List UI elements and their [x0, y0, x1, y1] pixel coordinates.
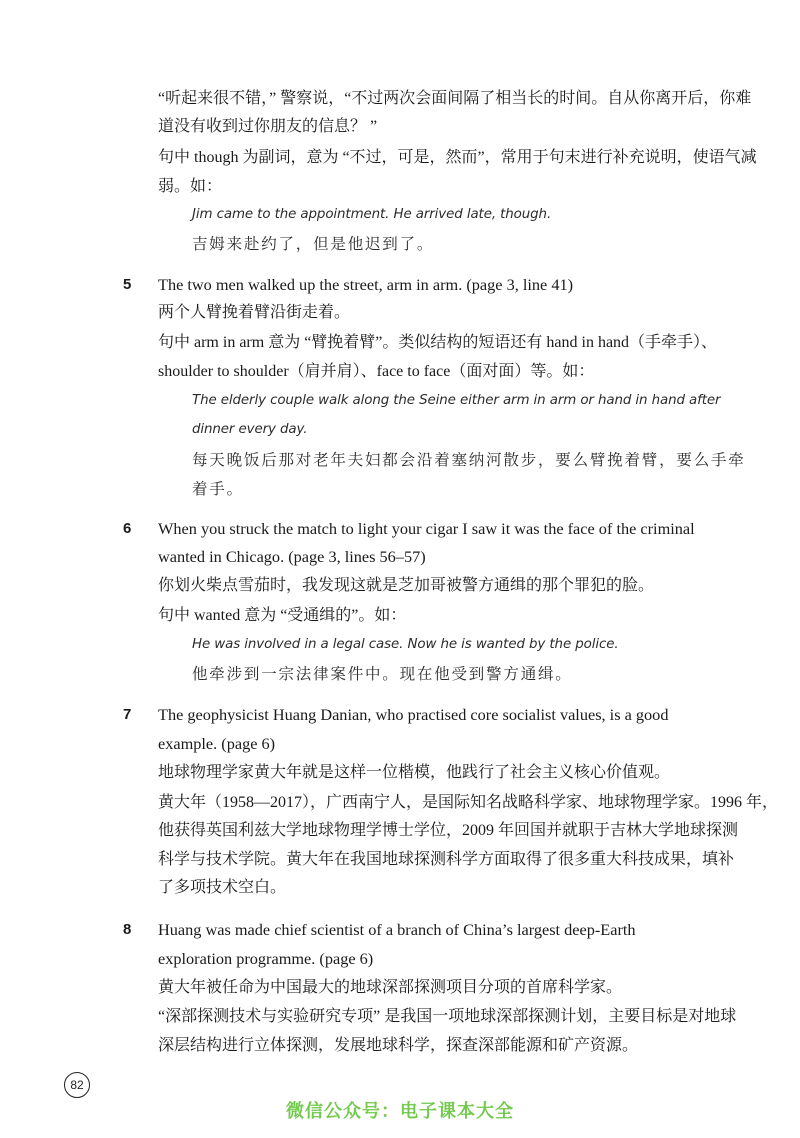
intro-example-cn: 吉姆来赴约了，但是他迟到了。 [192, 235, 435, 253]
item-en-line: When you struck the match to light your cigar I saw it was the face of the criminal [158, 519, 695, 538]
intro-example-en: Jim came to the appointment. He arrived late, though. [192, 207, 552, 222]
item-note-line: “深部探测技术与实验研究专项” 是我国一项地球深部探测计划，主要目标是对地球 [158, 1008, 737, 1025]
item-example-en: dinner every day. [192, 422, 308, 437]
item-cn-translation: 黄大年被任命为中国最大的地球深部探测项目分项的首席科学家。 [158, 979, 623, 996]
item-note-line: 他获得英国利兹大学地球物理学博士学位，2009 年回国并就职于吉林大学地球探测 [158, 822, 739, 839]
item-en-line: The geophysicist Huang Danian, who practised core socialist values, is a good [158, 705, 669, 724]
item-example-cn: 他牵涉到一宗法律案件中。现在他受到警方通缉。 [192, 665, 573, 683]
item-note-line: 句中 arm in arm 意为 “臂挽着臂”。类似结构的短语还有 hand in hand（手牵手）、 [158, 334, 718, 351]
item-en-line: wanted in Chicago. (page 3, lines 56–57) [158, 547, 426, 566]
page-number: 82 [64, 1072, 90, 1098]
item-note-line: 了多项技术空白。 [158, 879, 287, 896]
intro-cn-line: 道没有收到过你朋友的信息？ ” [158, 118, 378, 135]
item-example-en: He was involved in a legal case. Now he is wanted by the police. [192, 637, 619, 652]
watermark: 微信公众号：电子课本大全 [286, 1101, 514, 1122]
item-note-line: 深层结构进行立体探测，发展地球科学，探查深部能源和矿产资源。 [158, 1037, 639, 1054]
item-en-line: example. (page 6) [158, 734, 276, 753]
item-cn-translation: 你划火柴点雪茄时，我发现这就是芝加哥被警方通缉的那个罪犯的脸。 [158, 577, 655, 594]
item-number: 5 [123, 276, 132, 293]
item-en-line: exploration programme. (page 6) [158, 949, 374, 968]
item-note-line: 黄大年（1958—2017），广西南宁人，是国际知名战略科学家、地球物理学家。1996 年， [158, 794, 779, 811]
item-note-line: shoulder to shoulder（肩并肩）、face to face（面对面）等。如： [158, 363, 595, 380]
intro-cn-line: “听起来很不错，” 警察说，“不过两次会面间隔了相当长的时间。自从你离开后，你难 [158, 90, 752, 107]
item-cn-translation: 地球物理学家黄大年就是这样一位楷模，他践行了社会主义核心价值观。 [158, 764, 671, 781]
item-note-line: 科学与技术学院。黄大年在我国地球探测科学方面取得了很多重大科技成果，填补 [158, 851, 735, 868]
item-cn-translation: 两个人臂挽着臂沿街走着。 [158, 304, 351, 321]
item-example-cn: 每天晚饭后那对老年夫妇都会沿着塞纳河散步，要么臂挽着臂，要么手牵 [192, 451, 746, 469]
item-note-line: 句中 wanted 意为 “受通缉的”。如： [158, 607, 407, 624]
intro-note-line: 弱。如： [158, 178, 223, 195]
item-number: 7 [123, 706, 132, 723]
item-number: 6 [123, 520, 132, 537]
item-example-cn: 着手。 [192, 480, 244, 498]
intro-note-line: 句中 though 为副词，意为 “不过，可是，然而”，常用于句末进行补充说明，使语气减 [158, 149, 757, 166]
item-number: 8 [123, 921, 132, 938]
item-example-en: The elderly couple walk along the Seine either arm in arm or hand in hand after [192, 393, 721, 408]
item-en-line: The two men walked up the street, arm in arm. (page 3, line 41) [158, 275, 574, 294]
item-en-line: Huang was made chief scientist of a branch of China’s largest deep-Earth [158, 920, 636, 939]
